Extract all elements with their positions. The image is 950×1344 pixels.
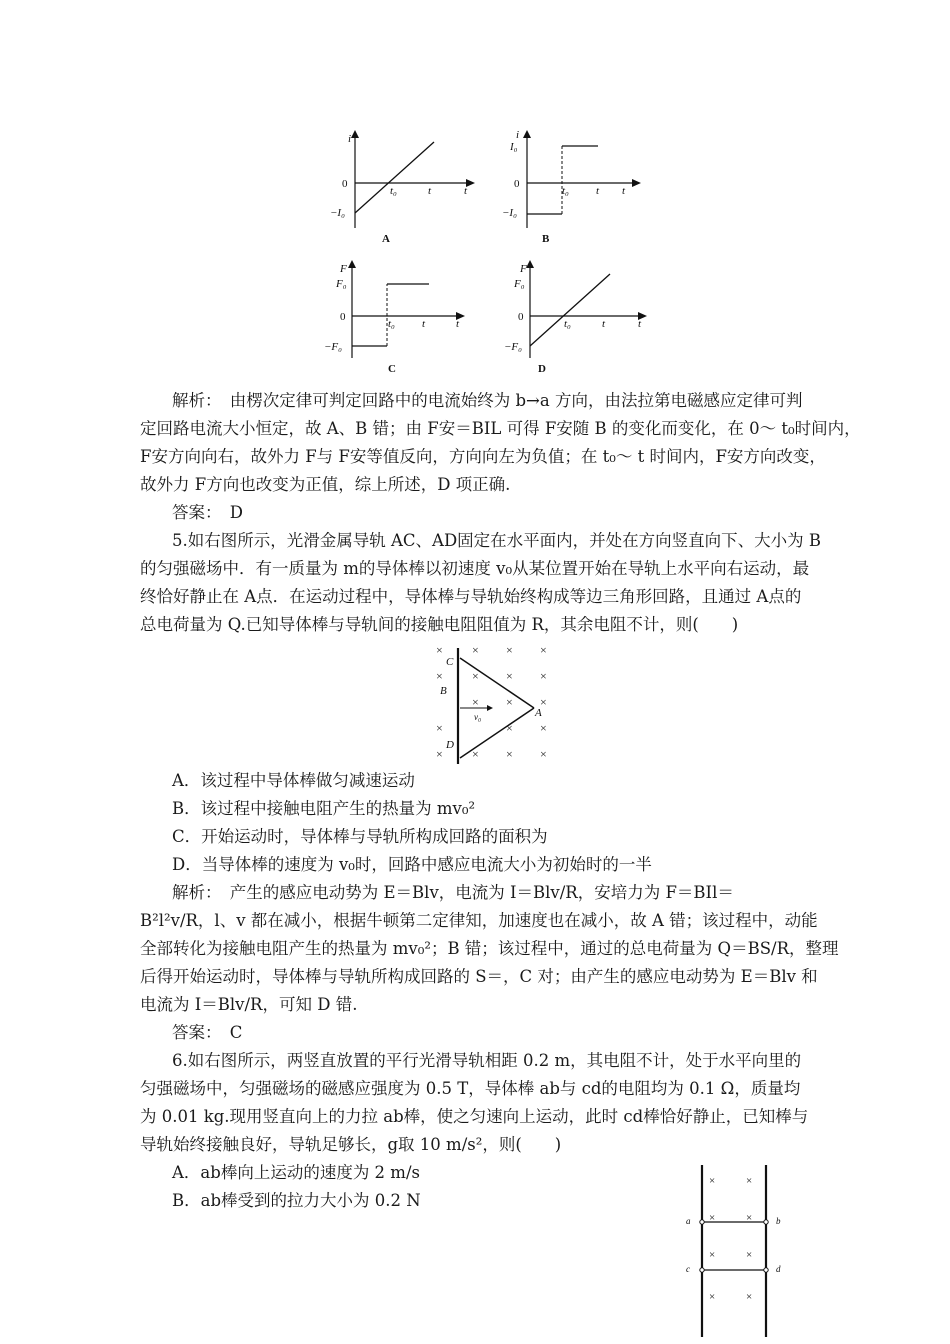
graph-c	[322, 258, 472, 378]
cross-mark: ×	[540, 669, 547, 683]
q6-stem-line-1: 6.如右图所示，两竖直放置的平行光滑导轨相距 0.2 m，其电阻不计，处于水平向里的	[172, 1051, 802, 1070]
q5-analysis-line-3: 全部转化为接触电阻产生的热量为 mv₀²；B 错；该过程中，通过的总电荷量为 Q＝BS/R，整理	[140, 939, 839, 958]
t0-label: t₀	[390, 185, 397, 197]
cross-mark: ×	[472, 695, 479, 709]
t0-label: t₀	[562, 185, 569, 197]
q4-answer: 答案： D	[172, 503, 243, 522]
q5-stem-line-3: 终恰好静止在 A点．在运动过程中，导体棒与导轨始终构成等边三角形回路，且通过 A点的	[140, 587, 802, 606]
label-b: b	[776, 1216, 781, 1226]
label-d: D	[446, 739, 454, 751]
neg-label: −F₀	[504, 341, 522, 353]
y-axis-label: F	[520, 263, 527, 275]
cross-mark: ×	[506, 695, 513, 709]
zero-label: 0	[518, 311, 524, 323]
q6-stem-line-4: 导轨始终接触良好，导轨足够长，g取 10 m/s²，则( )	[140, 1135, 562, 1154]
q6-option-b: B．ab棒受到的拉力大小为 0.2 N	[172, 1191, 421, 1210]
label-a: A	[535, 707, 542, 719]
q5-stem-line-2: 的匀强磁场中．有一质量为 m的导体棒以初速度 v₀从某位置开始在导轨上水平向右运动，最	[140, 559, 810, 578]
label-a: a	[686, 1216, 691, 1226]
rail-ad	[460, 708, 534, 758]
q5-stem-line-1: 5.如右图所示，光滑金属导轨 AC、AD固定在水平面内，并处在方向竖直向下、大小为 B	[172, 531, 822, 550]
q6-option-a: A．ab棒向上运动的速度为 2 m/s	[172, 1163, 420, 1182]
cross-mark: ×	[506, 669, 513, 683]
cross-mark: ×	[436, 669, 443, 683]
t-axis-label: t	[622, 185, 626, 197]
label-c: c	[686, 1264, 690, 1274]
q5-answer: 答案： C	[172, 1023, 243, 1042]
y-axis-label: i	[348, 133, 352, 145]
q5-rail-figure	[430, 640, 560, 765]
q5-analysis-line-1: 解析： 产生的感应电动势为 E＝Blv，电流为 I＝Blv/R，安培力为 F＝BIl＝	[172, 883, 734, 902]
cross-mark: ×	[540, 643, 547, 657]
label-d: d	[776, 1264, 781, 1274]
graph-b	[502, 128, 652, 248]
label-b: B	[440, 685, 447, 697]
q5-analysis-line-5: 电流为 I＝Blv/R，可知 D 错.	[140, 995, 358, 1014]
caption: C	[388, 363, 396, 375]
current-line	[355, 142, 434, 213]
zero-label: 0	[514, 178, 520, 190]
graph-d	[502, 258, 652, 378]
q5-stem-line-4: 总电荷量为 Q.已知导体棒与导轨间的接触电阻阻值为 R，其余电阻不计，则( )	[140, 615, 739, 634]
cross-mark: ×	[506, 747, 513, 761]
label-c: C	[446, 656, 454, 668]
q5-option-a: A．该过程中导体棒做匀减速运动	[172, 771, 415, 790]
cross-mark: ×	[436, 721, 443, 735]
cross-mark: ×	[506, 643, 513, 657]
q6-stem-line-2: 匀强磁场中，匀强磁场的磁感应强度为 0.5 T，导体棒 ab与 cd的电阻均为 0.1 Ω，质量均	[140, 1079, 801, 1098]
top-label: I₀	[510, 141, 518, 153]
force-line	[530, 274, 610, 346]
cross-mark: ×	[540, 721, 547, 735]
t-label: t	[596, 185, 600, 197]
t-axis-label: t	[456, 318, 460, 330]
cross-mark: ×	[472, 643, 479, 657]
q5-analysis-line-2: B²l²v/R，l、v 都在减小，根据牛顿第二定律知，加速度也在减小，故 A 错；该过程中，动能	[140, 911, 818, 930]
t-axis-label: t	[638, 318, 642, 330]
cross-mark: ×	[436, 643, 443, 657]
t0-label: t₀	[564, 318, 571, 330]
neg-label: −F₀	[324, 341, 342, 353]
t-label: t	[428, 185, 432, 197]
q5-analysis-line-4: 后得开始运动时，导体棒与导轨所构成回路的 S＝，C 对；由产生的感应电动势为 E＝Blv 和	[140, 967, 818, 986]
cross-mark: ×	[709, 1291, 716, 1303]
cross-mark: ×	[709, 1175, 716, 1187]
q5-option-d: D．当导体棒的速度为 v₀时，回路中感应电流大小为初始时的一半	[172, 855, 652, 874]
label-v0: v₀	[474, 712, 482, 722]
t0-label: t₀	[388, 318, 395, 330]
q6-rail-figure	[680, 1165, 790, 1340]
cross-mark: ×	[746, 1291, 753, 1303]
graph-a	[330, 128, 480, 248]
zero-label: 0	[340, 311, 346, 323]
neg-label: −I₀	[502, 207, 517, 219]
cross-mark: ×	[709, 1249, 716, 1261]
cross-mark: ×	[436, 747, 443, 761]
y-axis-label: i	[516, 129, 520, 141]
q4-analysis-line-3: F安方向向右，故外力 F与 F安等值反向，方向向左为负值；在 t₀～ t 时间内，F安方向改变，	[140, 447, 826, 466]
q6-stem-line-3: 为 0.01 kg.现用竖直向上的力拉 ab棒，使之匀速向上运动，此时 cd棒恰好静止，已知棒与	[140, 1107, 809, 1126]
cross-mark: ×	[746, 1212, 753, 1224]
t-label: t	[602, 318, 606, 330]
q4-analysis-line-4: 故外力 F方向也改变为正值，综上所述，D 项正确.	[140, 475, 511, 494]
cross-mark: ×	[709, 1212, 716, 1224]
cross-mark: ×	[472, 747, 479, 761]
cross-mark: ×	[506, 721, 513, 735]
t-axis-label: t	[464, 185, 468, 197]
cross-mark: ×	[540, 747, 547, 761]
t-label: t	[422, 318, 426, 330]
zero-label: 0	[342, 178, 348, 190]
q4-analysis-line-2: 定回路电流大小恒定，故 A、B 错；由 F安＝BIL 可得 F安随 B 的变化而变化，在 0～ t₀时间内，	[140, 419, 861, 438]
q5-option-c: C．开始运动时，导体棒与导轨所构成回路的面积为	[172, 827, 548, 846]
cross-mark: ×	[472, 669, 479, 683]
cross-mark: ×	[540, 695, 547, 709]
caption: D	[538, 363, 546, 375]
caption: A	[382, 233, 390, 245]
y-axis-label: F	[340, 263, 347, 275]
neg-label: −I₀	[330, 207, 345, 219]
top-label: F₀	[514, 278, 525, 290]
top-label: F₀	[336, 278, 347, 290]
caption: B	[542, 233, 550, 245]
cross-mark: ×	[746, 1175, 753, 1187]
q4-analysis-line-1: 解析： 由楞次定律可判定回路中的电流始终为 b→a 方向，由法拉第电磁感应定律可判	[172, 391, 803, 410]
cross-mark: ×	[746, 1249, 753, 1261]
q5-option-b: B．该过程中接触电阻产生的热量为 mv₀²	[172, 799, 476, 818]
